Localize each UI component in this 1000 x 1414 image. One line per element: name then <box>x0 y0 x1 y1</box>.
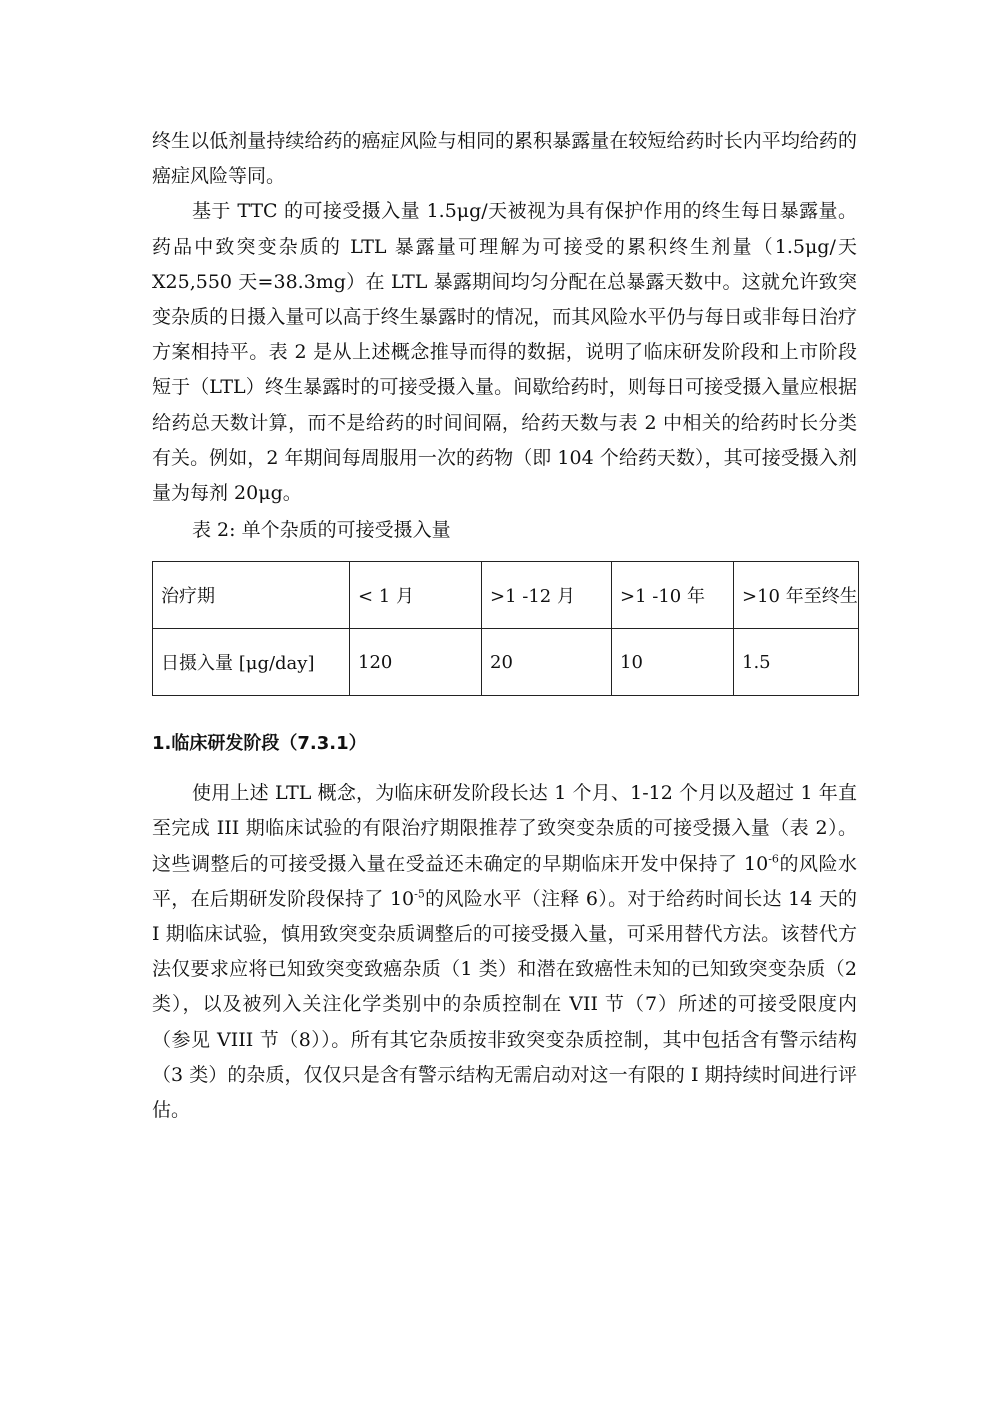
table-header-row <box>153 562 859 629</box>
header-cell-treatment-period: 治疗期 <box>153 562 350 629</box>
document-page <box>152 124 857 1128</box>
intro-paragraph-2: 基于 TTC 的可接受摄入量 1.5μg/天被视为具有保护作用的终生每日暴露量。药品中致突变杂质的 LTL 暴露量可理解为可接受的累积终生剂量（1.5μg/天 X25,550 天=38.3mg）在 LTL 暴露期间均匀分配在总暴露天数中。这就允许致突变杂质的日摄入量可以高于终生暴露时的情况，而其风险水平仍与每日或非每日治疗方案相持平。表 2 是从上述概念推导而得的数据，说明了临床研发阶段和上市阶段短于（LTL）终生暴露时的可接受摄入量。间歇给药时，则每日可接受摄入量应根据给药总天数计算，而不是给药的时间间隔，给药天数与表 2 中相关的给药时长分类有关。例如，2 年期间每周服用一次的药物（即 104 个给药天数），其可接受摄入剂量为每剂 20μg。 <box>152 200 857 505</box>
header-cell-1-10-years: >1 -10 年 <box>612 562 734 629</box>
value-cell-1-10-years: 10 <box>612 629 734 696</box>
acceptable-intake-table <box>152 561 859 696</box>
value-cell-under-1-month: 120 <box>350 629 482 696</box>
exponent-1: -6 <box>768 852 779 866</box>
table-data-row <box>153 629 859 696</box>
row-label-daily-intake: 日摄入量 [μg/day] <box>153 629 350 696</box>
header-cell-under-1-month: < 1 月 <box>350 562 482 629</box>
header-cell-over-10-years: >10 年至终生 <box>734 562 859 629</box>
section-text-a: 使用上述 LTL 概念，为临床研发阶段长达 1 个月、1-12 个月以及超过 1 年直至完成 III 期临床试验的有限治疗期限推荐了致突变杂质的可接受摄入量（表 2）。这些调整后的可接受摄入量在受益还未确定的早期临床开发中保持了 10 <box>152 782 857 875</box>
value-cell-1-12-months: 20 <box>482 629 612 696</box>
exponent-2: -5 <box>414 887 425 901</box>
value-cell-over-10-years: 1.5 <box>734 629 859 696</box>
intro-paragraph-1: 终生以低剂量持续给药的癌症风险与相同的累积暴露量在较短给药时长内平均给药的癌症风险等同。 <box>152 130 857 188</box>
section-paragraph <box>152 776 857 1128</box>
section-heading: 1.临床研发阶段（7.3.1） <box>152 733 367 755</box>
table-caption: 表 2: 单个杂质的可接受摄入量 <box>192 519 451 542</box>
header-cell-1-12-months: >1 -12 月 <box>482 562 612 629</box>
section-text-c: 的风险水平（注释 6）。对于给药时间长达 14 天的 I 期临床试验，慎用致突变杂质调整后的可接受摄入量，可采用替代方法。该替代方法仅要求应将已知致突变致癌杂质（1 类）和潜在致癌性未知的已知致突变杂质（2 类），以及被列入关注化学类别中的杂质控制在 VII 节（7）所述的可接受限度内（参见 VIII 节（8））。所有其它杂质按非致突变杂质控制，其中包括含有警示结构（3 类）的杂质，仅仅只是含有警示结构无需启动对这一有限的 I 期持续时间进行评估。 <box>152 887 858 1122</box>
section-text-b: 的风险水平，在后期研发阶段保持了 10 <box>152 852 857 910</box>
